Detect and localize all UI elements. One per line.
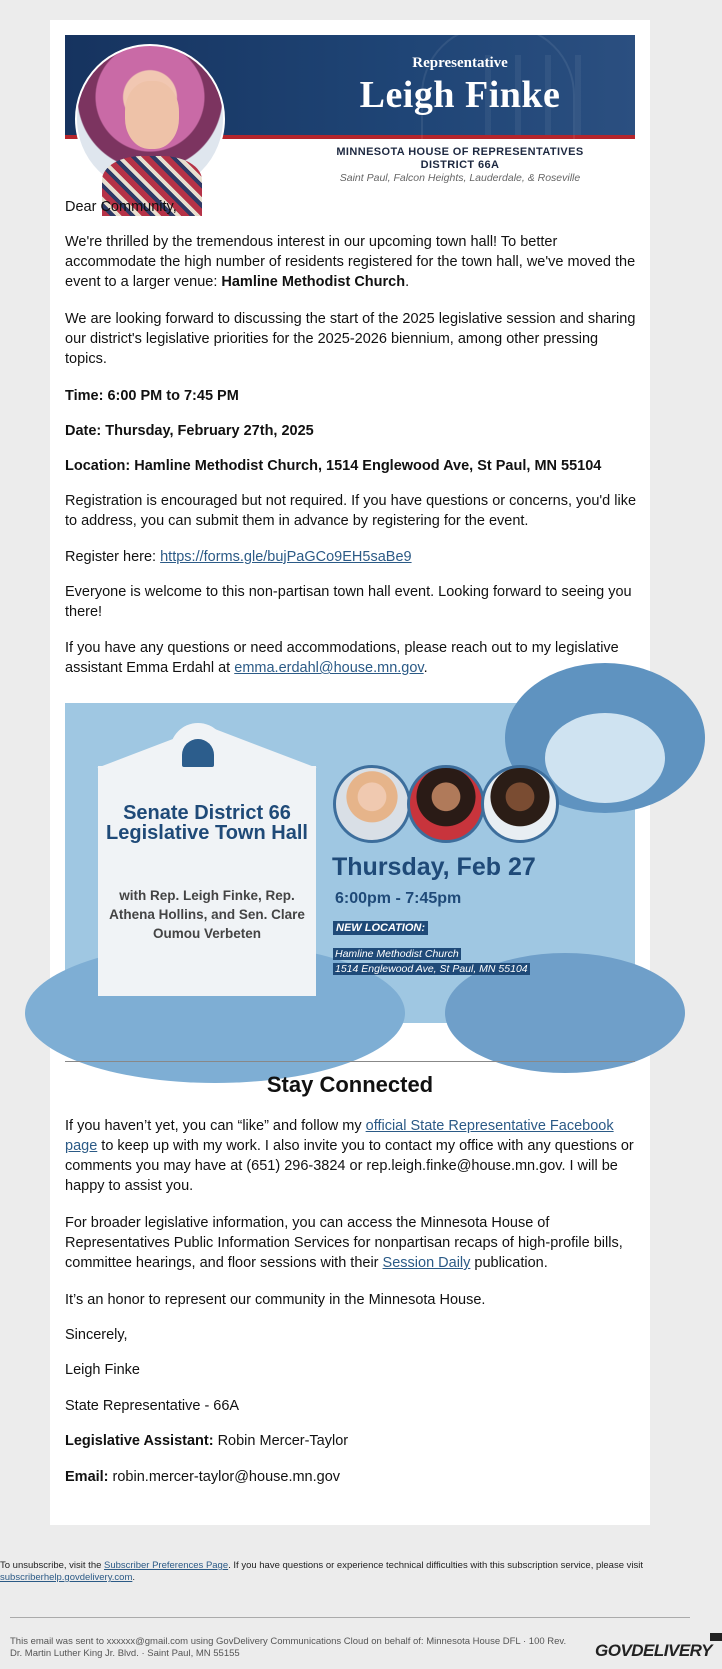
event-location xyxy=(65,456,640,476)
assistant-email-link[interactable]: emma.erdahl@house.mn.gov xyxy=(234,660,424,676)
paragraph-session-daily xyxy=(65,1213,640,1273)
email-label: Email: xyxy=(65,1469,109,1485)
town-hall-flyer xyxy=(65,703,635,1023)
text: For broader legislative information, you can access the Minnesota House of Representatives Public Information Services for nonpartisan recaps of high-profile bills, committee hearings, and floor sessions with their xyxy=(65,1215,623,1271)
assistant-label: Legislative Assistant: xyxy=(65,1433,214,1449)
portrait-finke xyxy=(333,765,411,843)
text: publication. xyxy=(470,1255,548,1271)
chamber-label: MINNESOTA HOUSE OF REPRESENTATIVES xyxy=(336,146,584,158)
text: If you haven’t yet, you can “like” and follow my xyxy=(65,1118,366,1134)
signature-title: State Representative - 66A xyxy=(65,1398,240,1414)
flyer-date: Thursday, Feb 27 xyxy=(332,853,536,881)
flyer-venue: Hamline Methodist Church xyxy=(335,948,459,960)
text: to keep up with my work. I also invite you to contact my office with any questions or comments you may have at (651) 296-3824 or rep.leigh.finke@house.mn.gov. I will be happy to assist you. xyxy=(65,1138,634,1194)
portrait-oumou-verbeten xyxy=(481,765,559,843)
avatar-face xyxy=(125,81,179,149)
text: . xyxy=(132,1572,135,1583)
register-line xyxy=(65,547,640,567)
cities-label: Saint Paul, Falcon Heights, Lauderdale, & Roseville xyxy=(339,172,581,184)
district-label: DISTRICT 66A xyxy=(420,159,500,171)
paragraph-facebook xyxy=(65,1116,640,1196)
capitol-pin-icon xyxy=(170,723,226,779)
text: We're thrilled by the tremendous interest in our upcoming town hall! To better accommodate the high number of residents registered for the town hall, we've moved the event to a larger venue: xyxy=(65,234,636,290)
email-value: robin.mercer-taylor@house.mn.gov xyxy=(108,1469,341,1485)
govdelivery-logo xyxy=(595,1641,712,1661)
subscriber-preferences-link[interactable]: Subscriber Preferences Page xyxy=(104,1560,229,1571)
text: . xyxy=(405,274,410,290)
email-line xyxy=(65,1467,640,1487)
paragraph-venue xyxy=(65,232,640,292)
flyer-subtitle: with Rep. Leigh Finke, Rep. Athena Hollins, and Sen. Clare Oumou Verbeten xyxy=(109,888,305,941)
avatar xyxy=(75,44,225,194)
flyer-address xyxy=(333,947,530,977)
assistant-line xyxy=(65,1431,640,1451)
session-daily-link[interactable]: Session Daily xyxy=(382,1255,471,1271)
register-link[interactable]: https://forms.gle/bujPaGCo9EH5saBe9 xyxy=(160,549,412,565)
subscriber-help-link[interactable]: subscriberhelp.govdelivery.com xyxy=(0,1572,133,1583)
stay-connected-heading: Stay Connected xyxy=(266,1072,434,1097)
signature-name: Leigh Finke xyxy=(65,1362,140,1378)
representative-label: Representative xyxy=(412,55,508,71)
paragraph-session: We are looking forward to discussing the start of the 2025 legislative session and sharing our district's legislative priorities for the 2025-2026 biennium, among other pressing topics. xyxy=(65,311,636,367)
envelope-icon xyxy=(710,1633,722,1641)
capitol-dome-icon xyxy=(182,739,214,767)
text: If you have any questions or need accommodations, please reach out to my legislative assistant Emma Erdahl at xyxy=(65,640,619,676)
portrait-hollins xyxy=(407,765,485,843)
paragraph-accommodations xyxy=(65,638,640,678)
register-label: Register here: xyxy=(65,549,161,565)
section-divider xyxy=(65,1061,635,1062)
text: To unsubscribe, visit the xyxy=(0,1560,105,1571)
paragraph-registration: Registration is encouraged but not required. If you have questions or concerns, you'd like to address, you can submit them in advance by registering for the event. xyxy=(65,493,637,529)
paragraph-welcome: Everyone is welcome to this non-partisan town hall event. Looking forward to seeing you there! xyxy=(65,584,632,620)
text: . xyxy=(423,660,428,676)
flyer-time: 6:00pm - 7:45pm xyxy=(335,890,462,907)
facebook-page-link[interactable]: official State Representative Facebook page xyxy=(65,1118,614,1154)
sent-to-notice: This email was sent to xxxxxx@gmail.com using GovDelivery Communications Cloud on behalf of: Minnesota House DFL · 100 Rev. Dr. Martin Luther King Jr. Blvd. · Saint Paul, MN 55155 xyxy=(10,1636,567,1659)
new-location-badge: NEW LOCATION: xyxy=(333,921,428,935)
footer-divider xyxy=(10,1617,690,1618)
representative-name: Leigh Finke xyxy=(359,74,561,116)
event-date xyxy=(65,421,640,441)
event-time xyxy=(65,386,640,406)
event-time-text: Time: 6:00 PM to 7:45 PM xyxy=(65,388,239,404)
event-location-text: Location: Hamline Methodist Church, 1514 Englewood Ave, St Paul, MN 55104 xyxy=(65,458,602,474)
venue-name: Hamline Methodist Church xyxy=(221,274,406,290)
flyer-street: 1514 Englewood Ave, St Paul, MN 55104 xyxy=(335,963,528,975)
assistant-name: Robin Mercer-Taylor xyxy=(213,1433,349,1449)
chamber-district xyxy=(295,146,625,172)
flyer-panel xyxy=(98,766,316,996)
paragraph-honor: It’s an honor to represent our community in the Minnesota House. xyxy=(65,1292,486,1308)
decor-blob xyxy=(545,713,665,803)
signoff: Sincerely, xyxy=(65,1327,128,1343)
greeting: Dear Community, xyxy=(65,199,177,215)
unsubscribe-notice xyxy=(0,1560,690,1584)
text: . If you have questions or experience technical difficulties with this subscription service, please visit xyxy=(228,1560,643,1571)
flyer-title: Senate District 66 Legislative Town Hall xyxy=(106,802,308,844)
govdelivery-wordmark: GOVDELIVERY xyxy=(595,1641,712,1660)
event-date-text: Date: Thursday, February 27th, 2025 xyxy=(65,423,314,439)
